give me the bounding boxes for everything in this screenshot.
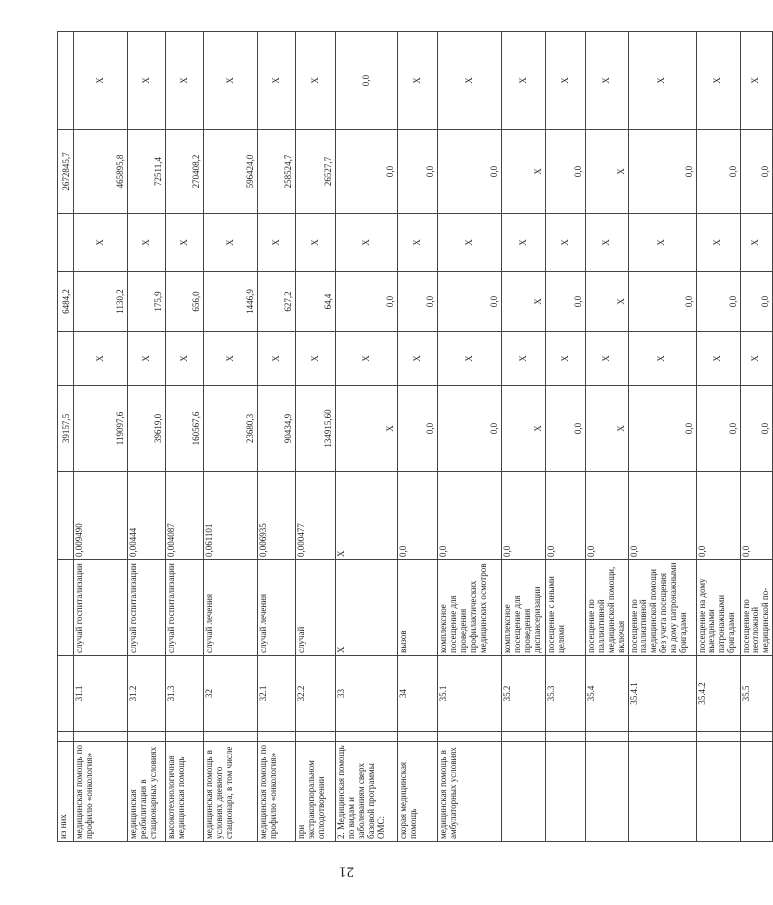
row-col-j: X [128,32,166,130]
row-col-j: X [546,32,586,130]
row-cost: 0,0 [740,386,773,472]
row-col-f: X [258,332,296,386]
row-col-g: 175,9 [128,272,166,332]
row-col-f: X [296,332,336,386]
row-name: медицинская помощь в условиях дневного стационара, в том числе [204,742,258,842]
row-col-i: 258524,7 [258,130,296,214]
row-col-h: X [546,214,586,272]
row-name: 2. Медицинская помощь по видам и заболеваниям сверх базовой программы ОМС: [336,742,398,842]
row-number: 35.3 [546,656,586,732]
row-norm: 0,009490 [74,472,128,560]
row-col-h: X [166,214,204,272]
row-col-f: X [128,332,166,386]
row-number [58,656,74,732]
row-col-g: 0,0 [740,272,773,332]
row-number: 31.2 [128,656,166,732]
row-indicator [546,732,586,742]
row-col-i: 0,0 [398,130,438,214]
row-col-g: X [502,272,546,332]
row-col-h: X [296,214,336,272]
row-norm: 0,0 [628,472,696,560]
row-col-g: 0,0 [546,272,586,332]
row-col-i: 0,0 [628,130,696,214]
row-col-h: X [740,214,773,272]
row-col-g: 0,0 [628,272,696,332]
row-unit: посещение по паллиативной медицинской помощи, включая [586,560,629,656]
row-unit: посещение на дому выездными патронажными бригадами [696,560,740,656]
row-indicator [336,732,398,742]
row-name [696,742,740,842]
row-norm [58,472,74,560]
table-row [586,32,629,842]
row-unit: посещение с иными целями [546,560,586,656]
row-col-g: 1446,9 [204,272,258,332]
row-name [628,742,696,842]
row-cost: 0,0 [696,386,740,472]
row-col-h: X [696,214,740,272]
table-row [128,32,166,842]
row-cost: 119097,6 [74,386,128,472]
row-col-g: 6484,2 [58,272,74,332]
row-col-f: X [586,332,629,386]
row-norm: 0,0 [398,472,438,560]
row-col-j: X [74,32,128,130]
row-indicator [166,732,204,742]
row-indicator [586,732,629,742]
row-name: при экстракорпоральном оплодотворении [296,742,336,842]
row-col-j: X [586,32,629,130]
row-col-j: X [204,32,258,130]
row-cost: 0,0 [438,386,502,472]
row-name: медицинская помощь в амбулаторных условиях [438,742,502,842]
row-cost: 0,0 [628,386,696,472]
row-col-j: X [258,32,296,130]
row-col-i: X [502,130,546,214]
row-name: медицинская помощь по профилю «онкология» [74,742,128,842]
row-number: 35.5 [740,656,773,732]
row-unit [58,560,74,656]
row-indicator [438,732,502,742]
financing-table [57,31,773,842]
row-number: 35.4.1 [628,656,696,732]
row-col-g: 0,0 [398,272,438,332]
row-col-i: 465895,8 [74,130,128,214]
row-unit: случай [296,560,336,656]
table-row [740,32,773,842]
row-number: 31.1 [74,656,128,732]
row-number: 34 [398,656,438,732]
row-norm: 0,0 [502,472,546,560]
row-name [502,742,546,842]
row-col-h: X [438,214,502,272]
row-col-h: X [204,214,258,272]
row-col-g: 0,0 [336,272,398,332]
row-col-h: X [74,214,128,272]
row-col-h: X [258,214,296,272]
row-unit: случай госпитализации [74,560,128,656]
row-name: высокотехнологичная медицинская помощь [166,742,204,842]
row-norm: 0,00444 [128,472,166,560]
row-col-i: 0,0 [546,130,586,214]
table-row [204,32,258,842]
row-col-f: X [740,332,773,386]
table-body [58,32,773,842]
row-number: 32 [204,656,258,732]
row-name: медицинская реабилитация в стационарных условиях [128,742,166,842]
table-row [546,32,586,842]
row-unit: случай госпитализации [166,560,204,656]
row-col-f: X [74,332,128,386]
row-col-f: X [398,332,438,386]
row-col-j: X [740,32,773,130]
row-col-i: X [586,130,629,214]
row-col-f: X [502,332,546,386]
row-col-i: 596424,0 [204,130,258,214]
row-norm: 0,006935 [258,472,296,560]
row-col-j: X [296,32,336,130]
row-norm: 0,0 [696,472,740,560]
row-cost: 39619,0 [128,386,166,472]
row-number: 35.2 [502,656,546,732]
table-row [166,32,204,842]
row-unit: случай лечения [258,560,296,656]
table-row [258,32,296,842]
row-cost: 90434,9 [258,386,296,472]
row-col-j: X [166,32,204,130]
table-row [398,32,438,842]
table-row [502,32,546,842]
row-col-i: 72511,4 [128,130,166,214]
row-col-f: X [438,332,502,386]
row-col-h [58,214,74,272]
row-indicator [740,732,773,742]
document-page [57,32,771,880]
row-number: 35.1 [438,656,502,732]
row-cost: X [586,386,629,472]
row-norm: 0,0 [586,472,629,560]
row-col-f [58,332,74,386]
row-name: скорая медицинская помощь [398,742,438,842]
row-cost: X [336,386,398,472]
row-col-h: X [398,214,438,272]
row-col-i: 0,0 [336,130,398,214]
row-name [546,742,586,842]
page-number: 21 [339,863,355,880]
row-cost: 134915,60 [296,386,336,472]
row-indicator [128,732,166,742]
row-col-g: 656,0 [166,272,204,332]
row-col-j [58,32,74,130]
table-row [438,32,502,842]
row-number: 35.4.2 [696,656,740,732]
row-number: 32.1 [258,656,296,732]
row-col-g: X [586,272,629,332]
row-col-g: 0,0 [696,272,740,332]
table-row [628,32,696,842]
row-unit: посещение по неотложной медицинской по- [740,560,773,656]
row-col-h: X [128,214,166,272]
row-col-f: X [696,332,740,386]
row-col-f: X [546,332,586,386]
table-row [58,32,74,842]
table-row [74,32,128,842]
row-indicator [502,732,546,742]
row-norm: 0,0 [740,472,773,560]
rotated-table-wrapper [57,32,771,880]
row-norm: X [336,472,398,560]
row-unit: случай госпитализации [128,560,166,656]
row-unit: комплексное посещение для проведения диспансеризации [502,560,546,656]
row-indicator [296,732,336,742]
row-unit: вызов [398,560,438,656]
row-col-f: X [166,332,204,386]
row-cost: 0,0 [398,386,438,472]
row-name [586,742,629,842]
row-indicator [58,732,74,742]
row-number: 33 [336,656,398,732]
row-name [740,742,773,842]
row-cost: 39157,5 [58,386,74,472]
table-row [336,32,398,842]
row-norm: 0,004087 [166,472,204,560]
row-cost: 160567,6 [166,386,204,472]
row-cost: 23680,3 [204,386,258,472]
row-norm: 0,061101 [204,472,258,560]
row-number: 35.4 [586,656,629,732]
row-col-g: 0,0 [438,272,502,332]
row-col-j: 0,0 [336,32,398,130]
row-number: 32.2 [296,656,336,732]
row-norm: 0,000477 [296,472,336,560]
row-col-j: X [438,32,502,130]
row-col-f: X [204,332,258,386]
row-col-g: 627,2 [258,272,296,332]
row-col-h: X [502,214,546,272]
row-indicator [258,732,296,742]
row-col-i: 2672845,7 [58,130,74,214]
row-col-j: X [502,32,546,130]
row-col-j: X [398,32,438,130]
table-row [296,32,336,842]
row-norm: 0,0 [546,472,586,560]
row-indicator [628,732,696,742]
row-cost: 0,0 [546,386,586,472]
row-col-h: X [586,214,629,272]
row-unit: посещение по паллиативной медицинской помощи без учета посещения на дому патронажными бригадами [628,560,696,656]
row-col-h: X [336,214,398,272]
row-col-f: X [336,332,398,386]
row-indicator [398,732,438,742]
row-indicator [204,732,258,742]
row-col-f: X [628,332,696,386]
row-col-i: 0,0 [740,130,773,214]
row-unit: случай лечения [204,560,258,656]
row-cost: X [502,386,546,472]
row-unit: комплексное посещение для проведения профилактических медицинских осмотров [438,560,502,656]
row-col-i: 270408,2 [166,130,204,214]
row-unit: X [336,560,398,656]
row-col-i: 26527,7 [296,130,336,214]
row-name: медицинская помощь по профилю «онкология» [258,742,296,842]
row-col-j: X [628,32,696,130]
row-col-g: 64,4 [296,272,336,332]
row-col-i: 0,0 [438,130,502,214]
row-indicator [74,732,128,742]
row-col-g: 1130,2 [74,272,128,332]
row-col-j: X [696,32,740,130]
row-name: из них [58,742,74,842]
row-number: 31.3 [166,656,204,732]
row-indicator [696,732,740,742]
row-norm: 0,0 [438,472,502,560]
table-row [696,32,740,842]
row-col-i: 0,0 [696,130,740,214]
row-col-h: X [628,214,696,272]
